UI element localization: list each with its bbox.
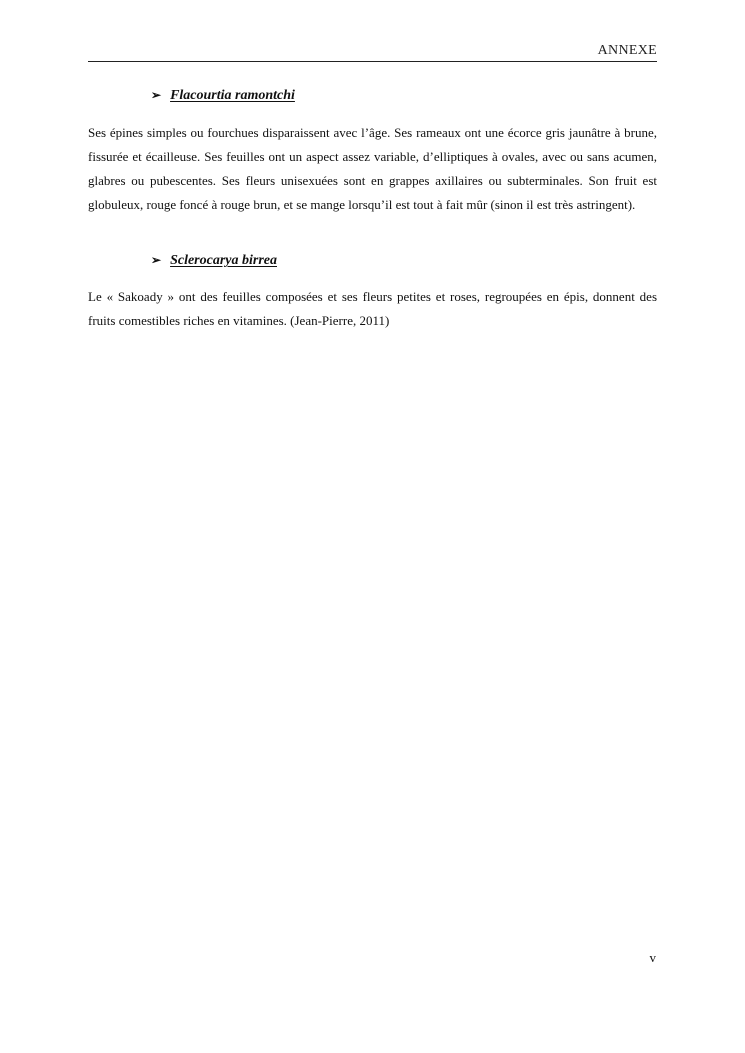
section-title: Flacourtia ramontchi <box>170 88 295 103</box>
section-paragraph-sclerocarya: Le « Sakoady » ont des feuilles composées et ses fleurs petites et roses, regroupées en épis, donnent des fruits comestibles riches en vitamines. (Jean-Pierre, 2011) <box>88 289 657 328</box>
arrow-bullet-icon: ➢ <box>151 252 162 267</box>
page-number: v <box>649 950 656 965</box>
arrow-bullet-icon: ➢ <box>151 87 162 102</box>
section-heading-sclerocarya <box>151 253 277 269</box>
section-paragraph-flacourtia: Ses épines simples ou fourchues disparaissent avec l’âge. Ses rameaux ont une écorce gris jaunâtre à brune, fissurée et écailleuse. Ses feuilles ont un aspect assez variable, d’elliptiques à ovales, avec ou sans acumen, glabres ou pubescentes. Ses fleurs unisexuées sont en grappes axillaires ou subterminales. Son fruit est globuleux, rouge foncé à rouge brun, et se mange lorsqu’il est tout à fait mûr (sinon il est très astringent). <box>88 125 657 212</box>
section-heading-flacourtia <box>151 88 295 104</box>
section-title: Sclerocarya birrea <box>170 253 277 268</box>
header-rule <box>88 61 657 62</box>
running-header: ANNEXE <box>597 43 657 58</box>
